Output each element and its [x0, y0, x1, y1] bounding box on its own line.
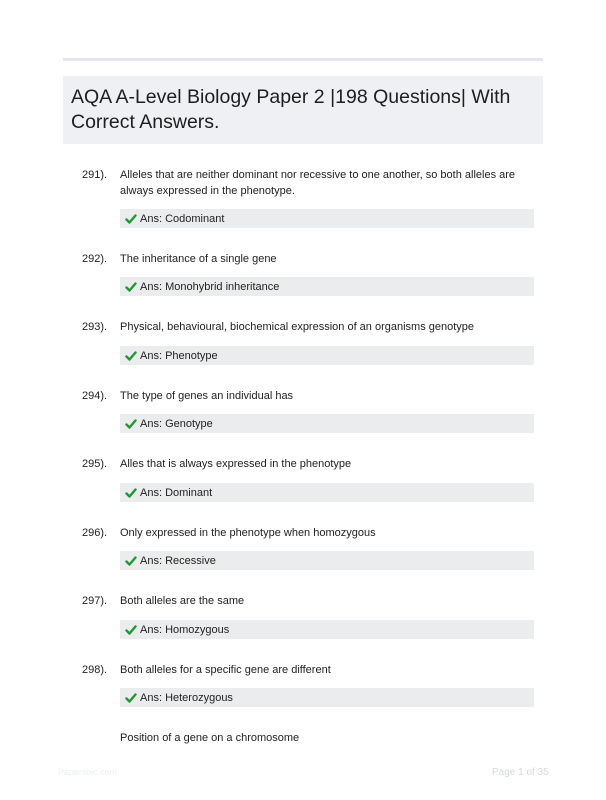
question-text: The type of genes an individual has	[120, 390, 294, 402]
question-number: 291).	[82, 169, 108, 181]
question-text: Alles that is always expressed in the phenotype	[120, 458, 352, 470]
top-divider	[63, 58, 543, 61]
question-number: 292).	[82, 253, 108, 265]
checkmark-icon	[125, 418, 137, 430]
page-number: Page 1 of 35	[492, 767, 549, 778]
answer-text: Ans: Genotype	[140, 417, 213, 430]
checkmark-icon	[125, 350, 137, 362]
answer-box	[120, 414, 534, 433]
question-text: Both alleles are the same	[120, 595, 245, 607]
answer-box	[120, 620, 534, 639]
answer-box	[120, 277, 534, 296]
question-number: 296).	[82, 527, 108, 539]
answer-text: Ans: Phenotype	[140, 349, 218, 362]
question-text: Position of a gene on a chromosome	[120, 732, 300, 744]
question-number: 293).	[82, 321, 108, 333]
question-text: Both alleles for a specific gene are different	[120, 664, 331, 676]
answer-box	[120, 688, 534, 707]
question-number: 294).	[82, 390, 108, 402]
checkmark-icon	[125, 213, 137, 225]
answer-box	[120, 551, 534, 570]
document-title: AQA A-Level Biology Paper 2 |198 Questions| With Correct Answers.	[71, 86, 511, 133]
checkmark-icon	[125, 624, 137, 636]
title-banner	[63, 76, 543, 144]
checkmark-icon	[125, 487, 137, 499]
question-number: 298).	[82, 664, 108, 676]
answer-text: Ans: Recessive	[140, 554, 216, 567]
question-text: Only expressed in the phenotype when homozygous	[120, 527, 376, 539]
answer-text: Ans: Dominant	[140, 486, 213, 499]
answer-box	[120, 346, 534, 365]
question-text: The inheritance of a single gene	[120, 253, 277, 265]
checkmark-icon	[125, 281, 137, 293]
checkmark-icon	[125, 692, 137, 704]
question-number: 297).	[82, 595, 108, 607]
answer-text: Ans: Monohybrid inheritance	[140, 280, 280, 293]
footer-watermark: Paperlibic.com	[58, 767, 118, 777]
answer-text: Ans: Homozygous	[140, 623, 230, 636]
answer-text: Ans: Heterozygous	[140, 691, 233, 704]
answer-text: Ans: Codominant	[140, 212, 225, 225]
answer-box	[120, 483, 534, 502]
question-text: Physical, behavioural, biochemical expression of an organisms genotype	[120, 321, 475, 333]
answer-box	[120, 209, 534, 228]
checkmark-icon	[125, 555, 137, 567]
question-text: Alleles that are neither dominant nor recessive to one another, so both alleles are always expressed in the phenotype.	[120, 169, 516, 197]
question-number: 295).	[82, 458, 108, 470]
